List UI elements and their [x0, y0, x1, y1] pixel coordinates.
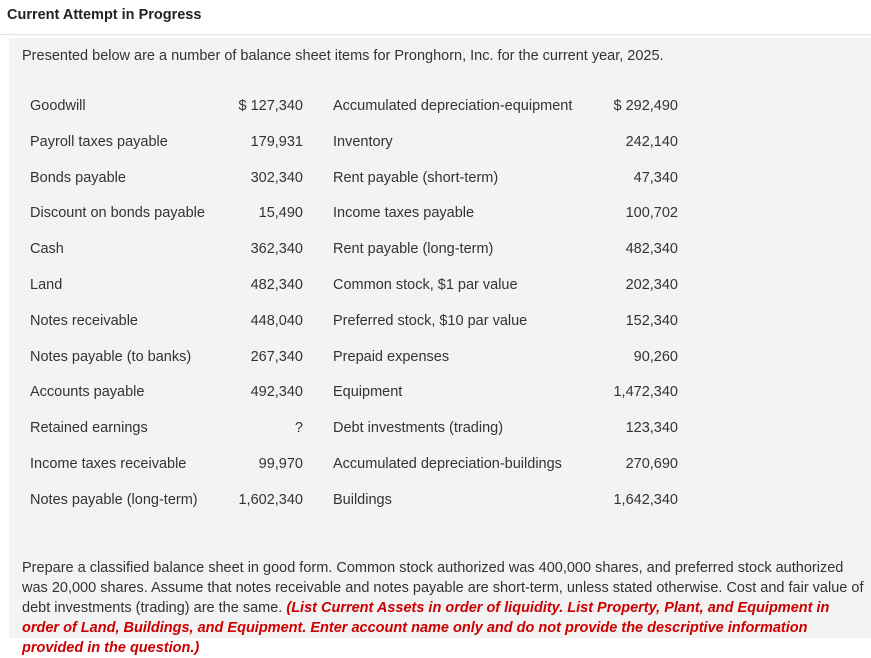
- left-item-value: 448,040: [250, 312, 303, 329]
- left-item-value: $ 127,340: [238, 98, 303, 114]
- right-item-name: Prepaid expenses: [333, 348, 450, 365]
- item-row: [9, 420, 871, 440]
- left-item-value: 99,970: [258, 456, 303, 472]
- attempt-header: [0, 0, 871, 35]
- left-item-name: Notes payable (to banks): [30, 348, 192, 365]
- left-item-name: Land: [30, 277, 63, 293]
- right-item-value: 202,340: [625, 277, 678, 293]
- left-item-value: 302,340: [250, 169, 303, 186]
- left-item-name: Discount on bonds payable: [30, 205, 205, 222]
- left-item-name: Cash: [30, 241, 64, 258]
- attempt-title: Current Attempt in Progress: [7, 7, 202, 23]
- right-item-value: $ 292,490: [613, 98, 678, 114]
- question-intro: Presented below are a number of balance sheet items for Pronghorn, Inc. for the current year, 2025.: [22, 48, 664, 64]
- left-item-name: Income taxes receivable: [30, 456, 187, 472]
- left-item-name: Retained earnings: [30, 420, 148, 437]
- item-row: [9, 313, 871, 333]
- right-item-value: 100,702: [625, 205, 678, 222]
- item-row: [9, 205, 871, 225]
- item-row: [9, 241, 871, 261]
- right-item-value: 242,140: [625, 133, 678, 150]
- left-item-name: Goodwill: [30, 98, 86, 114]
- left-item-value: 1,602,340: [238, 491, 303, 508]
- right-item-name: Accumulated depreciation-buildings: [333, 456, 562, 472]
- left-item-value: 482,340: [250, 277, 303, 293]
- instructions-emphasis: (List Current Assets in order of liquidity. List Property, Plant, and Equipment in order of Land, Buildings, and Equipment. Enter account name only and do not provide the descriptive information provided in the question.): [22, 600, 830, 656]
- item-row: [9, 170, 871, 190]
- left-item-name: Bonds payable: [30, 169, 126, 186]
- left-item-value: 267,340: [250, 348, 303, 365]
- question-panel: [9, 38, 871, 656]
- left-item-value: 492,340: [250, 384, 303, 401]
- right-item-name: Rent payable (short-term): [333, 169, 499, 186]
- instructions-text: Prepare a classified balance sheet in good form. Common stock authorized was 400,000 shares, and preferred stock authorized was 20,000 shares. Assume that notes receivable and notes payable are short-term, unless stated otherwise. Cost and fair value of debt investments (trading) are the same.: [22, 560, 864, 616]
- item-row: [9, 134, 871, 154]
- item-row: [9, 277, 871, 297]
- item-row: [9, 349, 871, 369]
- right-item-value: 123,340: [625, 420, 678, 437]
- right-item-name: Common stock, $1 par value: [333, 277, 518, 293]
- item-row: [9, 98, 871, 118]
- right-item-name: Preferred stock, $10 par value: [333, 312, 528, 329]
- right-item-name: Accumulated depreciation-equipment: [333, 98, 573, 114]
- right-item-name: Debt investments (trading): [333, 420, 504, 437]
- right-item-name: Equipment: [333, 384, 403, 401]
- left-item-value: 15,490: [258, 205, 303, 222]
- question-instructions: [22, 558, 870, 658]
- right-item-value: 47,340: [633, 169, 678, 186]
- right-item-value: 152,340: [625, 312, 678, 329]
- right-item-name: Income taxes payable: [333, 205, 475, 222]
- left-item-value: 362,340: [250, 241, 303, 258]
- right-item-name: Inventory: [333, 133, 393, 150]
- left-item-name: Accounts payable: [30, 384, 145, 401]
- right-item-name: Rent payable (long-term): [333, 241, 494, 258]
- left-item-name: Notes receivable: [30, 312, 138, 329]
- right-item-value: 90,260: [633, 348, 678, 365]
- left-item-value: ?: [294, 420, 303, 437]
- item-row: [9, 384, 871, 404]
- left-item-name: Notes payable (long-term): [30, 491, 198, 508]
- item-row: [9, 456, 871, 476]
- right-item-value: 270,690: [625, 456, 678, 472]
- left-item-value: 179,931: [250, 133, 303, 150]
- right-item-value: 1,642,340: [613, 491, 678, 508]
- right-item-value: 1,472,340: [613, 384, 678, 401]
- left-item-name: Payroll taxes payable: [30, 133, 168, 150]
- item-row: [9, 492, 871, 512]
- right-item-name: Buildings: [333, 491, 392, 508]
- right-item-value: 482,340: [625, 241, 678, 258]
